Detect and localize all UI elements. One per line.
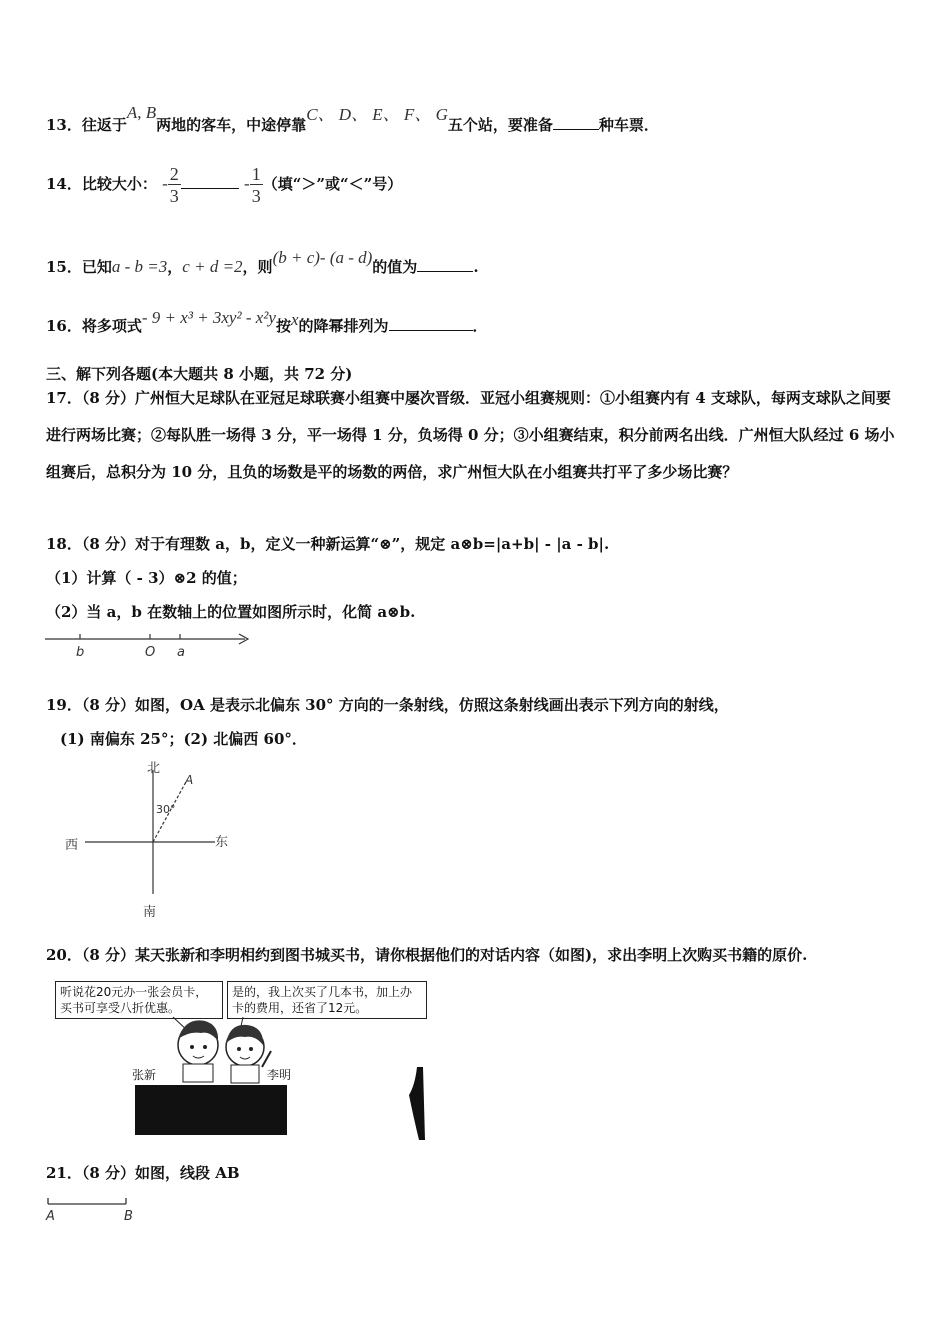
- question-14: [46, 162, 402, 207]
- q16-text-pre: 将多项式: [81, 317, 142, 335]
- question-13: [46, 103, 659, 135]
- q13-text-pre: 往返于: [81, 116, 127, 134]
- boy-liming-icon: [226, 1025, 271, 1083]
- question-number: 16．: [46, 317, 82, 335]
- q16-text-end: ．: [472, 317, 488, 335]
- fraction-denominator: 3: [251, 185, 261, 206]
- question-number: 15．: [46, 258, 82, 276]
- q14-text-post: （填“＞”或“＜”号）: [262, 175, 403, 193]
- q15-text-end: .: [473, 258, 479, 276]
- q16-text-post: 的降幂排列为: [298, 317, 389, 335]
- label-west: 西: [65, 838, 79, 853]
- dialogue-illustration: [55, 975, 435, 1140]
- label-o: O: [145, 645, 156, 660]
- q14-sign-1: -: [162, 174, 168, 193]
- question-15: [46, 248, 479, 277]
- q15-condition-1: a - b =3: [111, 257, 168, 276]
- question-number: 13．: [46, 116, 82, 134]
- question-19-parts: (1) 南偏东 25°；(2) 北偏西 60°．: [60, 730, 307, 748]
- q15-comma: ，: [167, 258, 183, 276]
- q15-text-pre: 已知: [81, 258, 112, 276]
- speech-bubble-1: 听说花20元办一张会员卡，买书可享受八折优惠。: [55, 981, 223, 1019]
- q16-polynomial: - 9 + x³ + 3xy² - x²y: [141, 308, 276, 327]
- answer-blank[interactable]: [417, 271, 473, 272]
- q13-points-ab: A, B: [126, 103, 157, 122]
- q16-variable: x: [290, 310, 299, 329]
- question-21-head: 21．（8 分）如图，线段 AB: [46, 1164, 240, 1182]
- label-b: b: [76, 645, 85, 660]
- q16-text-mid: 按: [275, 317, 291, 335]
- boy-zhangxin-icon: [178, 1020, 218, 1082]
- page-edge-mark: [409, 1067, 425, 1140]
- label-a: A: [46, 1209, 55, 1224]
- section-heading: 三、解下列各题(本大题共 8 小题，共 72 分): [46, 365, 353, 383]
- label-south: 南: [143, 905, 157, 920]
- cartoon-figures: [55, 975, 435, 1140]
- question-18-part-2: （2）当 a，b 在数轴上的位置如图所示时，化简 a⊗b.: [46, 603, 416, 621]
- angle-label: 30°: [156, 803, 176, 816]
- label-east: 东: [215, 835, 229, 850]
- q13-text-end: 种车票．: [598, 116, 659, 134]
- answer-blank[interactable]: [181, 188, 239, 189]
- fraction-denominator: 3: [169, 185, 179, 206]
- q14-sign-2: -: [244, 174, 250, 193]
- speech-bubble-2: 是的，我上次买了几本书，加上办卡的费用，还省了12元。: [227, 981, 427, 1019]
- question-20-head: 20．（8 分）某天张新和李明相约到图书城买书，请你根据他们的对话内容（如图)，求出李明上次购买书籍的原价.: [46, 946, 808, 964]
- name-zhangxin: 张新: [132, 1068, 157, 1082]
- question-16: [46, 308, 488, 336]
- question-17: 17．（8 分）广州恒大足球队在亚冠足球联赛小组赛中屡次晋级．亚冠小组赛规则：①小组赛内有 4 支球队，每两支球队之间要进行两场比赛；②每队胜一场得 3 分，平一场得 1 分，负场得 0 分；③小组赛结束，积分前两名出线．广州恒大队经过 6 场小组赛后，总积分为 10 分，且负的场数是平的场数的两倍，求广州恒大队在小组赛共打平了多少场比赛？: [46, 389, 895, 481]
- q15-condition-2: c + d =2: [182, 257, 243, 276]
- label-a: a: [177, 645, 185, 660]
- fraction-2: [250, 164, 263, 207]
- answer-blank[interactable]: [553, 129, 599, 130]
- fraction-1: [168, 164, 181, 207]
- compass-diagram: [55, 756, 255, 921]
- q13-text-mid: 两地的客车，中途停靠: [156, 116, 307, 134]
- label-north: 北: [147, 761, 161, 776]
- question-19-head: 19．（8 分）如图，OA 是表示北偏东 30° 方向的一条射线，仿照这条射线画出表示下列方向的射线，: [46, 696, 729, 714]
- question-number: 14．: [46, 175, 82, 193]
- question-18-part-1: （1）计算（ - 3）⊗2 的值；: [46, 569, 247, 587]
- label-a: A: [185, 773, 194, 787]
- q14-text-pre: 比较大小：: [81, 175, 157, 193]
- q15-text-post: 的值为: [372, 258, 418, 276]
- number-line: [40, 628, 270, 664]
- fraction-numerator: 1: [251, 163, 261, 184]
- question-18-head: 18．（8 分）对于有理数 a，b，定义一种新运算“⊗”，规定 a⊗b=|a+b| - |a - b|.: [46, 535, 610, 553]
- fraction-numerator: 2: [169, 163, 179, 184]
- segment-ab: [44, 1196, 144, 1226]
- q13-text-post: 五个站，要准备: [447, 116, 553, 134]
- answer-blank[interactable]: [389, 330, 473, 331]
- name-liming: 李明: [267, 1068, 292, 1082]
- label-b: B: [124, 1209, 133, 1224]
- q15-text-then: ，则: [242, 258, 273, 276]
- q15-expression: (b + c)- (a - d): [272, 248, 373, 267]
- q13-stops: C、 D、 E、 F、 G: [306, 105, 448, 124]
- black-block: [135, 1085, 287, 1135]
